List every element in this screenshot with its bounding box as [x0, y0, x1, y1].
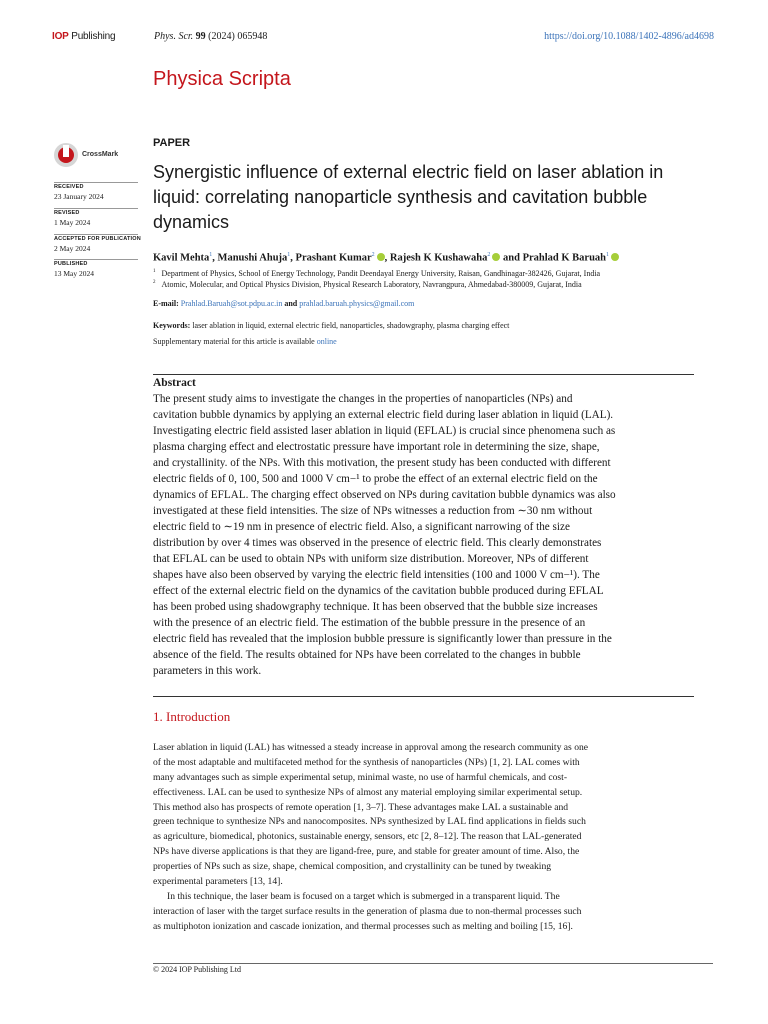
footer-rule	[153, 963, 713, 964]
supplementary-note: Supplementary material for this article is available online	[153, 337, 337, 346]
abstract-line: with the presence of an electric field. The estimation of the bubble pressure in the presence of an	[153, 617, 586, 629]
section-heading-introduction: 1. Introduction	[153, 709, 231, 724]
affiliation-1: $^1$ Department of Physics, School of Energy Technology, Pandit Deendayal Energy University, Raisan, Gandhinagar-382426, Gujarat, India	[153, 269, 601, 278]
email-link-2[interactable]: prahlad.baruah.physics@gmail.com	[299, 299, 415, 308]
journal-citation: Phys. Scr. 99 (2024) 065948	[154, 31, 268, 42]
author-list: Kavil Mehta$^1$, Manushi Ahuja$^1$, Prashant Kumar$^2$ , Rajesh K Kushawaha$^2$ and Prahlad K Baruah$^1$	[153, 252, 619, 264]
copyright-notice: © 2024 IOP Publishing Ltd	[153, 965, 242, 974]
email-line: E-mail: Prahlad.Baruah@sot.pdpu.ac.in and prahlad.baruah.physics@gmail.com	[153, 299, 415, 308]
history-label: RECEIVED	[54, 184, 84, 190]
abstract-line: cavitation bubble dynamics by applying an external electric field during laser ablation in liquid (LAL).	[153, 409, 614, 421]
history-date: 1 May 2024	[54, 218, 91, 227]
history-label: REVISED	[54, 210, 80, 216]
abstract-line: distribution by over 4 times was observed in the presence of electric field. This clearly demonstrates	[153, 537, 602, 549]
introduction-text	[153, 741, 713, 935]
abstract-text	[153, 391, 713, 679]
paragraph-line: of the most adaptable and multifaceted method for the synthesis of nanoparticles (NPs) [1, 2]. LAL comes with	[153, 756, 580, 768]
paragraph-line: many advantages such as simple experimental setup, minimal waste, no use of harmful chemicals, and cost-	[153, 771, 568, 783]
publisher-logo: IOP Publishing	[52, 31, 116, 42]
abstract-line: Investigating electric field assisted laser ablation in liquid (EFLAL) is crucial since phenomena such as	[153, 425, 616, 437]
paragraph-line: green technique to synthesize NPs and nanocomposites. NPs synthesized by LAL find applications in fields such	[153, 816, 586, 828]
abstract-line: that EFLAL can be used to obtain NPs with uniform size distribution. Moreover, NPs of different	[153, 553, 589, 565]
article-title: Synergistic influence of external electric field on laser ablation in liquid: correlating nanoparticle synthesis and cavitation bubble dynamics	[153, 162, 664, 232]
article-type-label: PAPER	[153, 137, 191, 149]
abstract-line: plasma charging effect and electrostatic pressure have important role in determining the size, shape,	[153, 441, 600, 453]
author-name: Rajesh K Kushawaha	[389, 252, 488, 264]
author-name: Prashant Kumar	[295, 252, 372, 264]
crossmark-icon	[54, 143, 78, 167]
paragraph-line: NPs have diverse applications is that they are ligand-free, pure, and stable for greater amount of time. Also, the	[153, 846, 580, 858]
author-name: Prahlad K Baruah	[522, 252, 606, 264]
paragraph-line: as multiphoton ionization and cascade ionization, and thermal processes such as melting and boiling [15, 16].	[153, 920, 573, 932]
history-date: 23 January 2024	[54, 192, 104, 201]
history-rule	[54, 182, 138, 183]
history-date: 2 May 2024	[54, 244, 91, 253]
history-rule	[54, 259, 138, 260]
author-affiliation-mark: 1	[209, 252, 213, 258]
author-affiliation-mark: 1	[606, 252, 609, 258]
history-label: PUBLISHED	[54, 261, 88, 267]
doi-link[interactable]: https://doi.org/10.1088/1402-4896/ad4698	[544, 31, 714, 42]
abstract-line: has been probed using shadowgraphy technique. It has been observed that the bubble size increases	[153, 601, 598, 613]
author-affiliation-mark: 1	[287, 252, 291, 258]
author-name: Manushi Ahuja	[217, 252, 288, 264]
supplementary-link[interactable]: online	[316, 337, 337, 346]
author-affiliation-mark: 2	[487, 252, 491, 258]
journal-title: Physica Scripta	[153, 68, 291, 90]
abstract-bottom-rule	[153, 696, 694, 697]
author-name: Kavil Mehta	[153, 252, 210, 264]
abstract-line: The present study aims to investigate the changes in the properties of nanoparticles (NPs) and	[153, 393, 573, 405]
abstract-line: electric field has revealed that the implosion bubble pressure is significantly lower than pressure in the	[153, 633, 612, 645]
email-link-1[interactable]: Prahlad.Baruah@sot.pdpu.ac.in	[180, 299, 283, 308]
paragraph-line: experimental parameters [13, 14].	[153, 876, 283, 888]
history-date: 13 May 2024	[54, 269, 94, 278]
paragraph-line: properties of NPs such as size, shape, chemical composition, and crystallinity can be tuned by tweaking	[153, 861, 552, 873]
abstract-line: effect of the external electric field on the dynamics of the cavitation bubble produced during EFLAL	[153, 585, 604, 597]
abstract-line: investigated at these field intensities. The size of NPs witnesses a reduction from ∼30 nm without	[153, 505, 593, 517]
paragraph-line: effectiveness. LAL can be used to synthesize NPs of almost any material employing similar experimental setup.	[153, 786, 583, 798]
abstract-top-rule	[153, 374, 694, 375]
history-label: ACCEPTED FOR PUBLICATION	[54, 236, 141, 242]
paragraph-line: In this technique, the laser beam is focused on a target which is submerged in a transparent liquid. The	[167, 890, 560, 902]
abstract-line: electric fields of 0, 100, 500 and 1000 V cm−¹ to probe the effect of an external electric field on the	[153, 473, 598, 485]
history-rule	[54, 234, 138, 235]
crossmark-badge[interactable]: CrossMark	[54, 143, 129, 169]
affiliation-2: $^2$ Atomic, Molecular, and Optical Physics Division, Physical Research Laboratory, Navrangpura, Ahmedabad-380009, Gujarat, India	[153, 280, 582, 289]
paragraph-line: interaction of laser with the target surface results in the generation of plasma due to non-thermal processes such	[153, 905, 582, 917]
history-rule	[54, 208, 138, 209]
abstract-heading: Abstract	[153, 377, 196, 389]
abstract-line: absence of the field. The results obtained for NPs have been correlated to the changes in bubble	[153, 649, 581, 661]
abstract-line: electric field to ∼19 nm in presence of electric field. Also, a significant narrowing of the size	[153, 521, 570, 533]
abstract-line: parameters in this work.	[153, 665, 262, 677]
abstract-line: shapes have also been observed by varying the electric field intensities (100 and 1000 V cm−¹). The	[153, 569, 600, 581]
paragraph-line: Laser ablation in liquid (LAL) has witnessed a steady increase in approval among the research community as one	[153, 742, 589, 753]
keywords: Keywords: laser ablation in liquid, external electric field, nanoparticles, shadowgraphy, plasma charging effect	[153, 321, 510, 330]
abstract-line: and crystallinity. of the NPs. With this motivation, the present study has been conducted with different	[153, 457, 611, 469]
orcid-icon[interactable]	[377, 253, 385, 261]
author-affiliation-mark: 2	[371, 252, 375, 258]
orcid-icon[interactable]	[611, 253, 619, 261]
paragraph-line: as agriculture, biomedical, photonics, sustainable energy, sensors, etc [2, 8–12]. The reason that LAL-generated	[153, 831, 582, 843]
paragraph-line: This method also has prospects of remote operation [1, 3–7]. These advantages make LAL a sustainable and	[153, 801, 569, 813]
abstract-line: dynamics of EFLAL. The charging effect observed on NPs during cavitation bubble dynamics was also	[153, 489, 616, 501]
